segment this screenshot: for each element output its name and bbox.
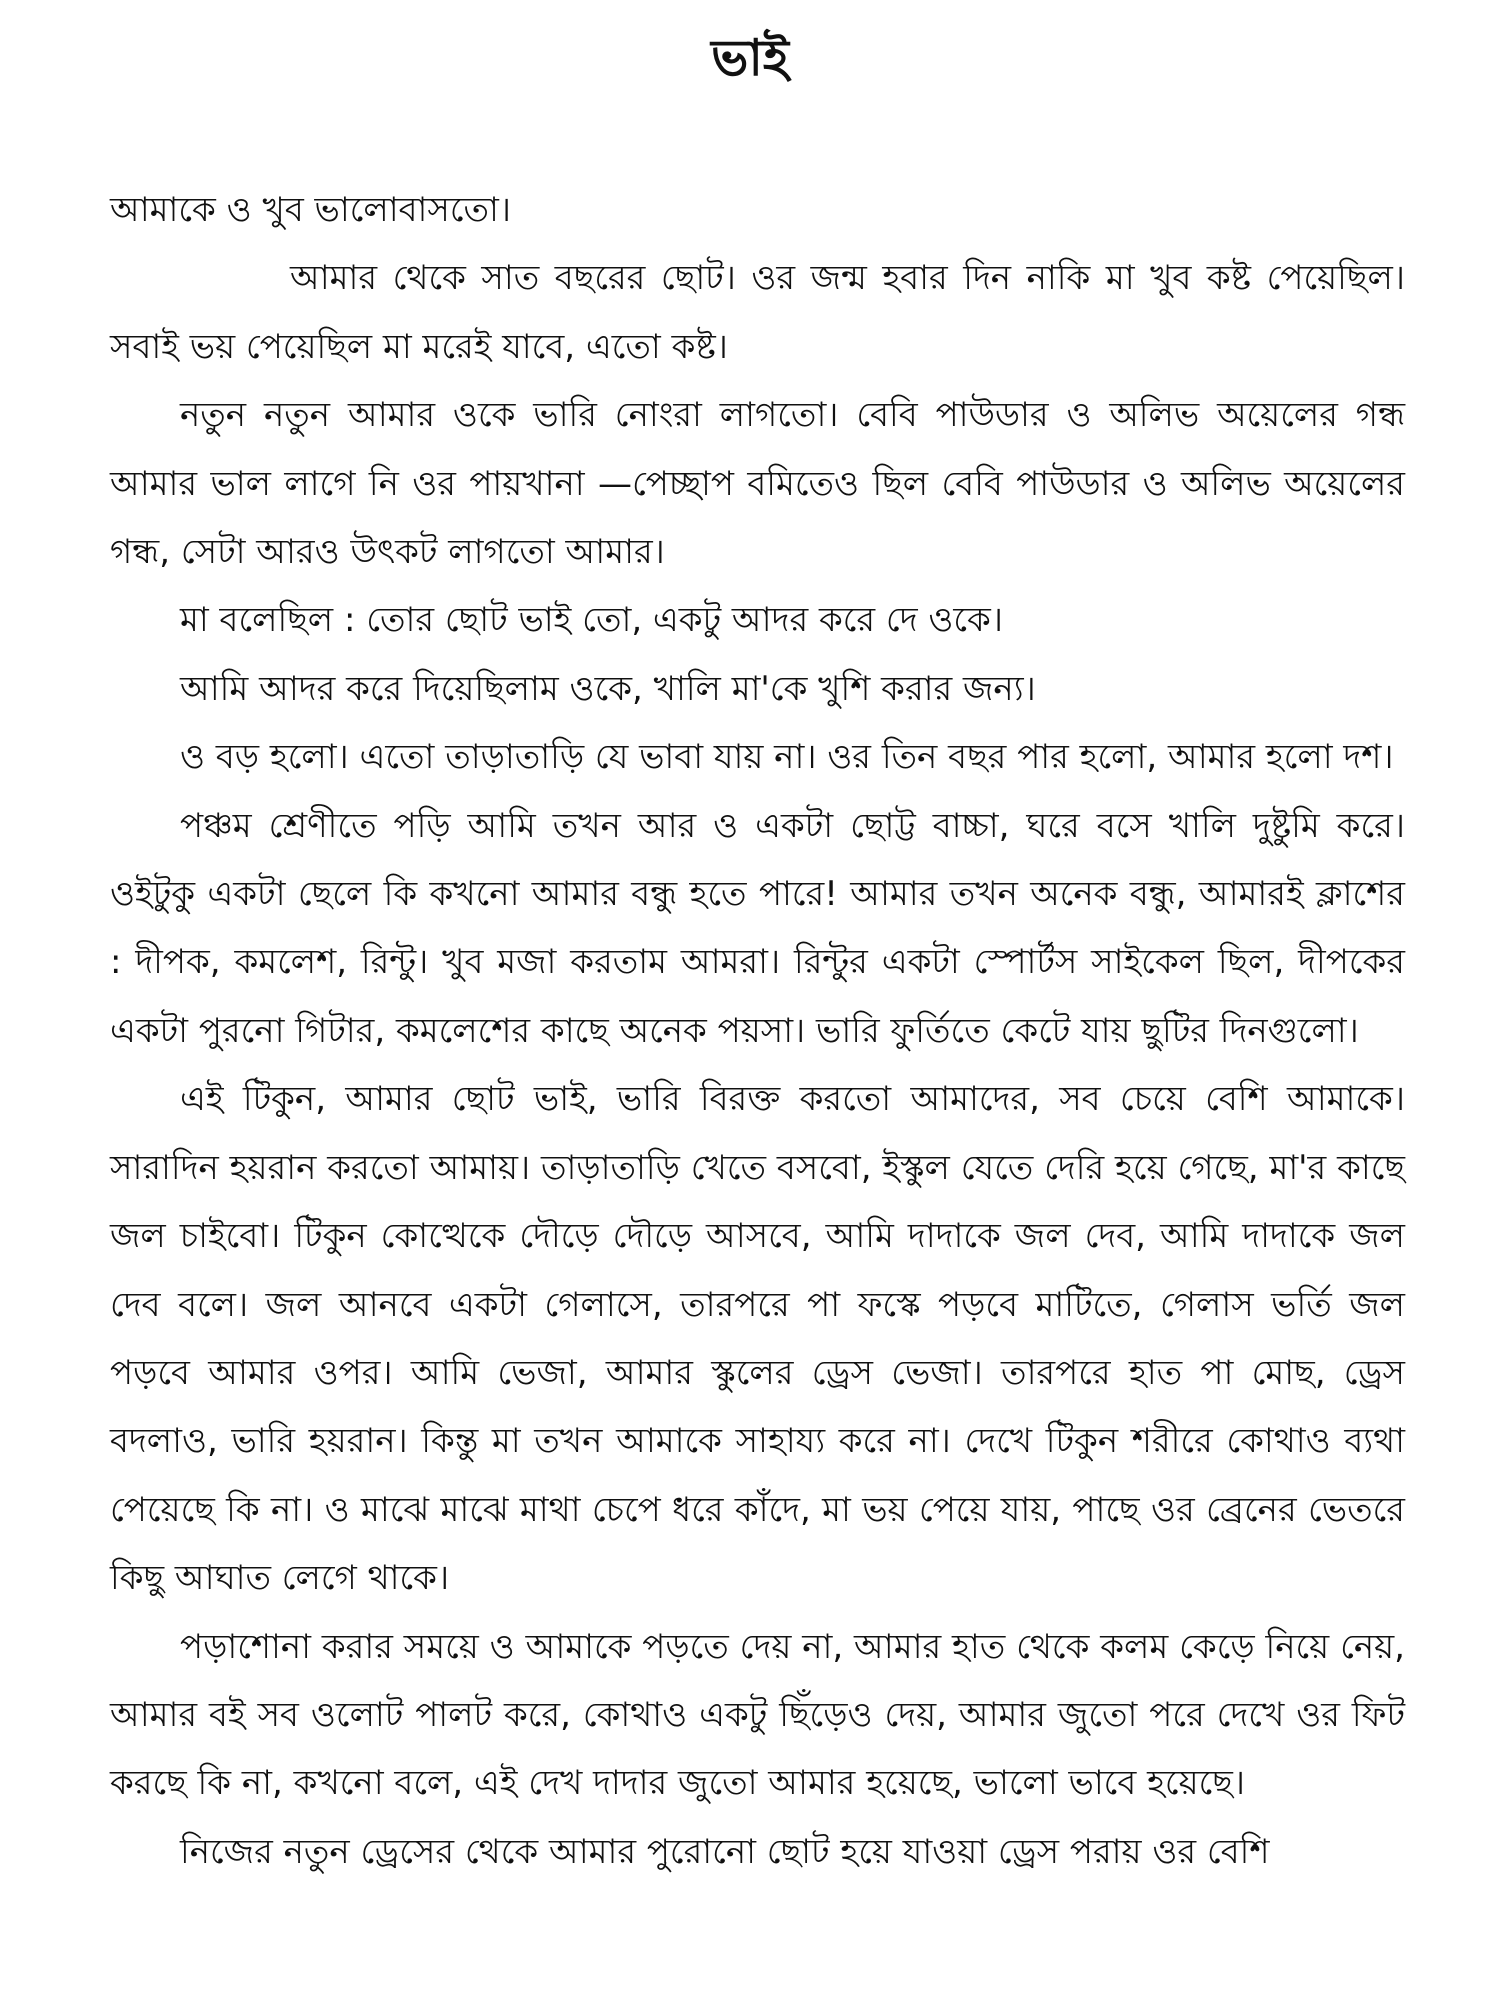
paragraph: আমাকে ও খুব ভালোবাসতো।	[110, 190, 512, 230]
paragraph: ও বড় হলো। এতো তাড়াতাড়ি যে ভাবা যায় না। ওর তিন বছর পার হলো, আমার হলো দশ।	[180, 737, 1394, 778]
paragraph: মা বলেছিল : তোর ছোট ভাই তো, একটু আদর করে দে ওকে।	[180, 600, 1004, 641]
story-body	[110, 176, 1405, 1886]
paragraph: আমি আদর করে দিয়েছিলাম ওকে, খালি মা'কে খুশি করার জন্য।	[180, 668, 1036, 709]
paragraph: আমার থেকে সাত বছরের ছোট। ওর জন্ম হবার দিন নাকি মা খুব কষ্ট পেয়েছিল। সবাই ভয় পেয়েছিল মা মরেই যাবে, এতো কষ্ট।	[110, 258, 1405, 367]
page-title: ভাই	[711, 29, 789, 87]
paragraph: পঞ্চম শ্রেণীতে পড়ি আমি তখন আর ও একটা ছোট্ট বাচ্চা, ঘরে বসে খালি দুষ্টুমি করে। ওইটুকু একটা ছেলে কি কখনো আমার বন্ধু হতে পারে! আমার তখন অনেক বন্ধু, আমারই ক্লাশের : দীপক, কমলেশ, রিন্টু। খুব মজা করতাম আমরা। রিন্টুর একটা স্পোর্টস সাইকেল ছিল, দীপকের একটা পুরনো গিটার, কমলেশের কাছে অনেক পয়সা। ভারি ফুর্তিতে কেটে যায় ছুটির দিনগুলো।	[110, 805, 1405, 1051]
paragraph: নতুন নতুন আমার ওকে ভারি নোংরা লাগতো। বেবি পাউডার ও অলিভ অয়েলের গন্ধ আমার ভাল লাগে নি ওর পায়খানা —পেচ্ছাপ বমিতেও ছিল বেবি পাউডার ও অলিভ অয়েলের গন্ধ, সেটা আরও উৎকট লাগতো আমার।	[110, 395, 1405, 573]
paragraph: নিজের নতুন ড্রেসের থেকে আমার পুরোনো ছোট হয়ে যাওয়া ড্রেস পরায় ওর বেশি	[180, 1831, 1270, 1872]
paragraph: পড়াশোনা করার সময়ে ও আমাকে পড়তে দেয় না, আমার হাত থেকে কলম কেড়ে নিয়ে নেয়, আমার বই সব ওলোট পালট করে, কোথাও একটু ছিঁড়েও দেয়, আমার জুতো পরে দেখে ওর ফিট করছে কি না, কখনো বলে, এই দেখ দাদার জুতো আমার হয়েছে, ভালো ভাবে হয়েছে।	[110, 1626, 1405, 1804]
paragraph: এই টিকুন, আমার ছোট ভাই, ভারি বিরক্ত করতো আমাদের, সব চেয়ে বেশি আমাকে। সারাদিন হয়রান করতো আমায়। তাড়াতাড়ি খেতে বসবো, ইস্কুল যেতে দেরি হয়ে গেছে, মা'র কাছে জল চাইবো। টিকুন কোত্থেকে দৌড়ে দৌড়ে আসবে, আমি দাদাকে জল দেব, আমি দাদাকে জল দেব বলে। জল আনবে একটা গেলাসে, তারপরে পা ফস্কে পড়বে মাটিতে, গেলাস ভর্তি জল পড়বে আমার ওপর। আমি ভেজা, আমার স্কুলের ড্রেস ভেজা। তারপরে হাত পা মোছ, ড্রেস বদলাও, ভারি হয়রান। কিন্তু মা তখন আমাকে সাহায্য করে না। দেখে টিকুন শরীরে কোথাও ব্যথা পেয়েছে কি না। ও মাঝে মাঝে মাথা চেপে ধরে কাঁদে, মা ভয় পেয়ে যায়, পাছে ওর ব্রেনের ভেতরে কিছু আঘাত লেগে থাকে।	[110, 1079, 1405, 1599]
